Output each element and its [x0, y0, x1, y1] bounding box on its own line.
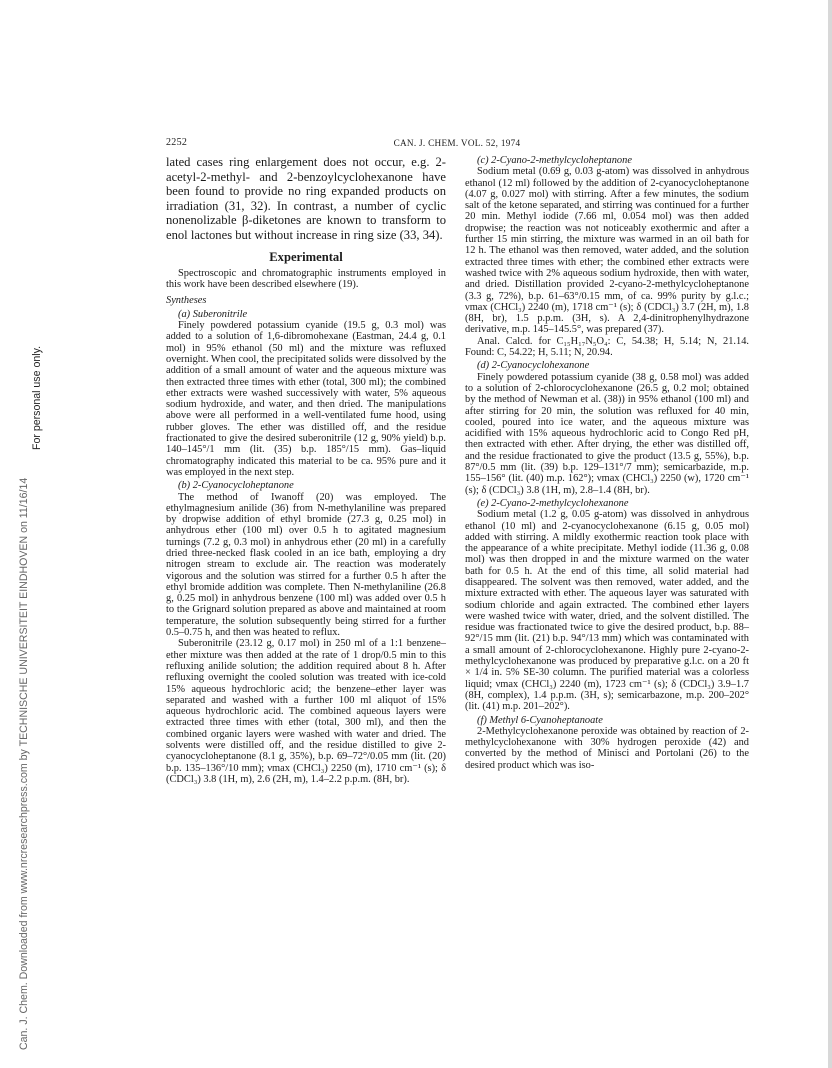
section-b-paragraph-1: The method of Iwanoff (20) was employed. The ethylmagnesium anilide (36) from N-methylaniline was prepared by dropwise addition of ethyl bromide (27.3 g, 0.25 mol) in anhydrous ether (100 ml) over 0.5 h to agitated magnesium turnings (7.2 g, 0.3 mol) in anhydrous ether (20 ml) in a carefully dried three-necked flask cooled in an ice bath, employing a dry nitrogen stream to exclude air. The reaction was moderately vigorous and the solution was stirred for a further 0.5 h after the ethyl bromide addition was complete. Then N-methylaniline (26.8 g, 0.25 mol) in anhydrous benzene (100 ml) was added over 0.5 h to the Grignard solution prepared as above and maintained at room temperature, the solution subsequently being stirred for a further 0.5–0.75 h, and then was heated to reflux. — [166, 491, 446, 639]
section-f-heading: (f) Methyl 6-Cyanoheptanoate — [477, 714, 603, 726]
journal-running-head: CAN. J. CHEM. VOL. 52, 1974 — [393, 138, 521, 148]
scan-edge — [828, 0, 832, 1068]
section-a-heading: (a) Suberonitrile — [178, 308, 248, 320]
section-d-heading: (d) 2-Cyanocyclohexanone — [477, 360, 590, 372]
section-e-paragraph: Sodium metal (1.2 g, 0.05 g-atom) was dissolved in anhydrous ethanol (10 ml) and 2-cyanocyclohexanone (6.15 g, 0.05 mol) added with stirring. A mildly exothermic reaction took place with the appearance of a white precipitate. Methyl iodide (11.36 g, 0.08 mol) was then dropped in and the mixture warmed on the water bath for 0.5 h. At the end of this time, all solid material had disappeared. The solvent was then removed, water added, and the mixture extracted with ether. The aqueous layer was saturated with sodium chloride and again extracted. The combined ether layers were washed twice with water, dried, and the solvent distilled. The residue was fractionated twice to give the desired product, b.p. 88–92°/15 mm (lit. (21) b.p. 94°/13 mm) which was contaminated with a small amount of 2-chlorocyclohexanone. Highly pure 2-cyano-2-methylcyclohexanone was produced by preparative g.l.c. on a 20 ft × 1/4 in. 5% SE-30 column. The purified material was a colorless liquid; νmax (CHCl₃) 2240 (m), 1723 cm⁻¹ (s); δ (CDCl₃) 3.9–1.7 (8H, complex), 1.4 p.p.m. (3H, s); semicarbazone, m.p. 200–202° (lit. (41) m.p. 201–202°). — [465, 509, 749, 713]
section-c-analysis: Anal. Calcd. for C₁₅H₁₇N₅O₄: C, 54.38; H, 5.14; N, 21.14. Found: C, 54.22; H, 5.11; N, 20.94. — [465, 335, 749, 359]
section-f-paragraph: 2-Methylcyclohexanone peroxide was obtained by reaction of 2-methylcyclohexanone with 30% hydrogen peroxide (42) and converted by the method of Minisci and Portolani (26) to the desired product which was iso- — [465, 725, 749, 771]
section-c-heading: (c) 2-Cyano-2-methylcycloheptanone — [477, 155, 632, 166]
right-column — [465, 155, 749, 771]
download-notice: Can. J. Chem. Downloaded from www.nrcresearchpress.com by TECHNISCHE UNIVERSITEIT EINDHOVEN on 11/16/14 — [18, 477, 30, 1050]
page-number: 2252 — [166, 137, 188, 148]
page-header — [166, 137, 748, 151]
intro-paragraph: lated cases ring enlargement does not occur, e.g. 2-acetyl-2-methyl- and 2-benzoylcyclohexanone have been found to provide no ring expanded products on irradiation (31, 32). In contrast, a number of cyclic nonenolizable β-diketones are known to transform to enol lactones but without increase in ring size (33, 34). — [166, 155, 446, 242]
section-b-heading: (b) 2-Cyanocycloheptanone — [178, 480, 294, 492]
section-d-paragraph: Finely powdered potassium cyanide (38 g, 0.58 mol) was added to a solution of 2-chlorocyclohexanone (26.5 g, 0.2 mol; obtained by the method of Newman et al. (38)) in 95% ethanol (100 ml) and after stirring for 20 min, the solution was refluxed for 40 min, cooled, poured into ice water, and the aqueous mixture was acidified with 15% aqueous hydrochloric acid to Congo Red pH, then extracted with ether. After drying, the ether was distilled off, and the residue fractionated to give the product (13.5 g, 55%), b.p. 87°/0.5 mm (lit. (39) b.p. 129–131°/7 mm); semicarbazide, m.p. 155–156° (lit. (40) m.p. 162°); νmax (CHCl₃) 2250 (w), 1720 cm⁻¹ (s); δ (CDCl₃) 3.8 (1H, m), 2.8–1.4 (8H, br). — [465, 371, 749, 496]
syntheses-heading: Syntheses — [166, 295, 207, 307]
experimental-paragraph: Spectroscopic and chromatographic instruments employed in this work have been described elsewhere (19). — [166, 267, 446, 291]
download-watermark — [18, 210, 48, 1050]
section-c-paragraph: Sodium metal (0.69 g, 0.03 g-atom) was dissolved in anhydrous ethanol (12 ml) followed by the addition of 2-cyanocycloheptanone (4.07 g, 0.027 mol) with stirring. After a few minutes, the sodium salt of the ketone separated, and stirring was continued for a further 20 min. Methyl iodide (7.66 ml, 0.054 mol) was then added dropwise; the reaction was not noticeably exothermic and after a further 15 min stirring, the mixture was warmed in an oil bath for 12 h. The ethanol was then removed, water added, and the solution extracted three times with ether; the combined ether extracts were washed twice with 2% aqueous sodium hydroxide, then with water, and dried. Distillation provided 2-cyano-2-methylcycloheptanone (3.3 g, 72%), b.p. 61–63°/0.15 mm, of ca. 99% purity by g.l.c.; νmax (CHCl₃) 2240 (m), 1718 cm⁻¹ (s); δ (CDCl₃) 3.7 (2H, m), 1.8 (8H, br), 1.5 p.p.m. (3H, s). A 2,4-dinitrophenylhydrazone derivative, m.p. 145–145.5°, was prepared (37). — [465, 166, 749, 336]
section-e-heading: (e) 2-Cyano-2-methylcyclohexanone — [477, 497, 629, 509]
personal-use-notice: For personal use only. — [31, 345, 43, 450]
experimental-heading: Experimental — [269, 249, 343, 264]
section-b-paragraph-2: Suberonitrile (23.12 g, 0.17 mol) in 250 ml of a 1:1 benzene–ether mixture was then added at the rate of 1 drop/0.5 min to this refluxing anilide solution; the addition required about 8 h. After refluxing overnight the cooled solution was treated with ice-cold 15% aqueous hydrochloric acid; the benzene–ether layer was separated and washed with a further 100 ml aliquot of 15% aqueous hydrochloric acid. The combined aqueous layers were extracted three times with ether (total, 300 ml), and then the combined organic layers were washed with water and dried. The solvents were distilled off, and the residue distilled to give 2-cyanocycloheptanone (8.1 g, 35%), b.p. 69–72°/0.05 mm (lit. (20) b.p. 135–136°/10 mm); νmax (CHCl₃) 2250 (m), 1710 cm⁻¹ (s); δ (CDCl₃) 3.8 (1H, m), 2.6 (2H, m), 1.4–2.2 p.p.m. (8H, br). — [166, 638, 446, 785]
section-a-paragraph: Finely powdered potassium cyanide (19.5 g, 0.3 mol) was added to a solution of 1,6-dibromohexane (Eastman, 24.4 g, 0.1 mol) in 95% ethanol (50 ml) and the mixture was refluxed overnight. When cool, the precipitated solids were dissolved by the addition of a small amount of water and the aqueous mixture was then extracted three times with ether (total, 300 ml); the combined ether extracts were washed successively with water, 5% aqueous sodium hydroxide, and water, and then dried. The manipulations above were all performed in a well-ventilated fume hood, using rubber gloves. The ether was distilled off, and the residue fractionated to give the desired suberonitrile (12 g, 90% yield) b.p. 140–145°/1 mm (lit. (35) b.p. 185°/15 mm). Gas–liquid chromatography indicated this material to be ca. 95% pure and it was employed in the next step. — [166, 320, 446, 478]
left-column — [166, 155, 446, 785]
